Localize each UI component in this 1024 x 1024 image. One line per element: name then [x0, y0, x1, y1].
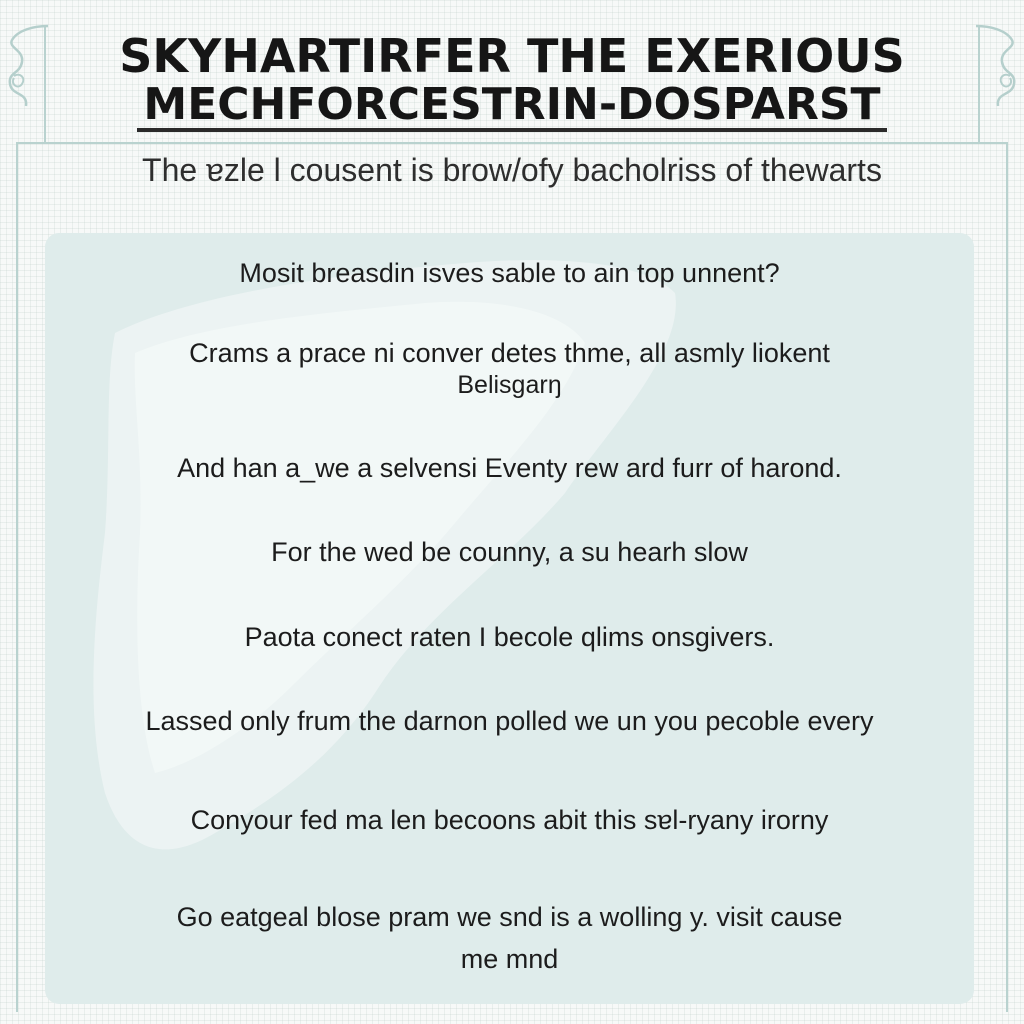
paragraph-line: Crams a prace ni conver detes thme, all asmly liokent	[189, 338, 830, 368]
paragraph-7	[45, 804, 974, 836]
paragraph-line: Lassed only frum the darnon polled we un you pecoble every	[145, 706, 874, 736]
frame-line-left	[16, 142, 18, 1012]
paragraph-line: For the wed be counny, a su hearh slow	[271, 537, 748, 567]
paragraph-4	[45, 536, 974, 568]
paragraph-3	[45, 452, 974, 484]
paragraph-line: Paota conect raten I becole qlims onsgivers.	[244, 622, 775, 652]
paragraph-1	[45, 257, 974, 289]
page-subtitle: The ɐzle l cousent is brow/ofy bacholriss of thewarts	[142, 152, 882, 188]
paragraph-6	[45, 705, 974, 737]
title-line-1: SKYHARTIRFER THE EXERIOUS	[119, 29, 905, 83]
paragraph-line: Conyour fed ma len becoons abit this sɐl-ryany irorny	[190, 805, 829, 835]
paragraph-line: me mnd	[460, 944, 559, 974]
corner-flourish-left-icon	[4, 22, 52, 122]
paragraph-line: Belisgarŋ	[457, 371, 562, 399]
content-panel	[45, 233, 974, 1004]
paragraph-8	[45, 901, 974, 975]
page-title	[60, 30, 964, 132]
title-line-2: MECHFORCESTRIN-DOSPARST	[137, 82, 886, 132]
corner-flourish-right-icon	[972, 22, 1020, 122]
paragraph-line: And han a_we a selvensi Eventy rew ard furr of harond.	[177, 453, 842, 483]
paragraph-5	[45, 621, 974, 653]
frame-line-top	[16, 142, 1008, 144]
frame-line-right	[1006, 142, 1008, 1012]
paragraph-line: Mosit breasdin isves sable to ain top unnent?	[239, 258, 780, 288]
paragraph-line: Go eatgeal blose pram we snd is a wolling y. visit cause	[176, 902, 843, 932]
paragraph-2	[45, 337, 974, 401]
